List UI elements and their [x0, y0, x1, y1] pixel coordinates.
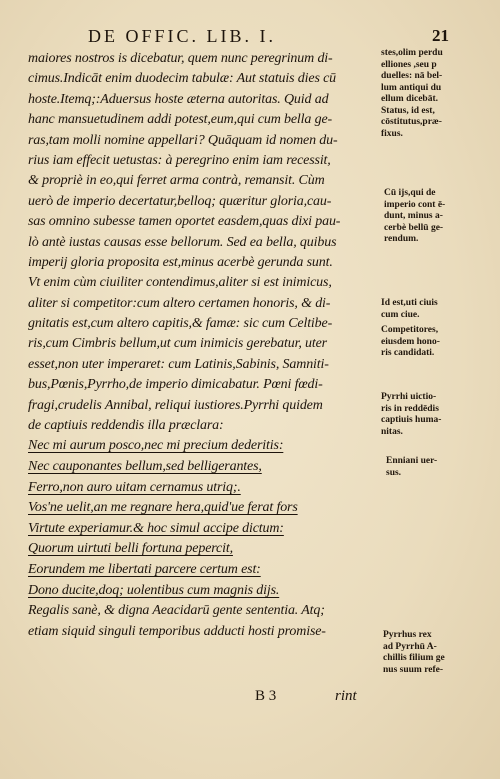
- verse-text: Eorundem me libertati parcere certum est:: [28, 561, 261, 577]
- marginal-note-line: rendum.: [384, 234, 419, 244]
- folio-number: 21: [432, 26, 449, 45]
- text-line: ris,cum Cimbris bellum,ut cum inimicis gerebatur, uter: [28, 336, 327, 352]
- marginal-note-line: imperio cont ē-: [384, 199, 446, 210]
- text-line: maiores nostros is dicebatur, quem nunc peregrinum di-: [28, 51, 333, 66]
- verse-line: [28, 498, 378, 519]
- marginal-note-line: Status, id est,: [381, 105, 435, 116]
- verse-line: [28, 539, 378, 560]
- marginal-note-line: eiusdem hono-: [381, 336, 440, 347]
- marginal-note-line: fixus.: [381, 128, 403, 139]
- text-line: aliter si competitor:cum altero certamen honoris, & di-: [28, 295, 331, 311]
- text-line: imperij gloria proposita est,minus acerbè gerunda sunt.: [28, 254, 333, 270]
- marginal-note-line: cōstitutus,præ-: [381, 117, 442, 127]
- marginal-note-line: nitas.: [381, 426, 403, 437]
- text-line: hanc mansuetudinem addi potest,eum,qui cum bella ge-: [28, 112, 333, 128]
- text-line: Regalis sanè, & digna Aeacidarū gente sententia. Atq;: [28, 603, 325, 619]
- text-line: gnitatis est,cum altero capitis,& famæ: sic cum Celtibe-: [28, 316, 333, 332]
- text-line: bus,Pœnis,Pyrrho,de imperio dimicabatur. Pœni fœdi-: [28, 377, 323, 393]
- marginal-note-line: stes,olim perdu: [381, 48, 443, 58]
- marginal-note-line: Pyrrhus rex: [383, 630, 432, 640]
- marginal-note-line: cum ciue.: [381, 309, 420, 320]
- page-footer: [0, 688, 500, 708]
- text-line: uerò de imperio decertatur,belloq; quæritur gloria,cau-: [28, 193, 332, 209]
- marginal-note-line: Enniani uer-: [386, 456, 438, 466]
- marginal-note-line: dunt, minus a-: [384, 211, 443, 221]
- marginal-note-line: ris in reddēdis: [381, 403, 439, 414]
- marginal-note-line: lum antiqui du: [381, 82, 442, 93]
- text-line: sas omnino subesse tamen oportet easdem,quas dixi pau-: [28, 214, 341, 230]
- verse-line: [28, 560, 378, 581]
- marginal-note: [381, 392, 441, 438]
- signature-mark: B 3: [255, 688, 277, 704]
- marginal-note-line: Id est,uti ciuis: [381, 298, 438, 308]
- marginal-note: [381, 48, 443, 140]
- catchword: rint: [335, 688, 357, 704]
- verse-line: [28, 478, 378, 499]
- marginal-note-line: duelles: nā bel-: [381, 71, 443, 81]
- marginal-note-line: captiuis huma-: [381, 415, 442, 425]
- marginal-note-line: ris candidati.: [381, 348, 435, 358]
- verse-line: [28, 519, 378, 540]
- text-line: fragi,crudelis Annibal, reliqui iustiores.Pyrrhi quidem: [28, 397, 323, 413]
- marginal-note: [381, 325, 440, 360]
- marginal-note-line: Cū ijs,qui de: [384, 188, 436, 198]
- verse-text: Nec mi aurum posco,nec mi precium dederitis:: [28, 438, 284, 454]
- text-line: etiam siquid singuli temporibus adducti hosti promise-: [28, 623, 326, 639]
- marginal-note-line: ad Pyrrhū A-: [383, 641, 437, 652]
- text-line: lò antè iustas causas esse bellorum. Sed ea bella, quibus: [28, 234, 337, 250]
- verse-line: [28, 436, 378, 457]
- marginal-note-line: Competitores,: [381, 325, 439, 335]
- marginal-note-line: cerbè bellū ge-: [384, 222, 444, 233]
- running-head: [0, 26, 500, 48]
- verse-line: [28, 457, 378, 478]
- marginal-note-line: sus.: [386, 467, 402, 478]
- verse-line: [28, 581, 378, 602]
- verse-text: Virtute experiamur.& hoc simul accipe dictum:: [28, 520, 284, 536]
- main-text-block: [28, 49, 378, 642]
- marginal-note: [386, 456, 437, 479]
- marginal-note: [383, 630, 445, 676]
- marginal-note-line: Pyrrhi uictio-: [381, 392, 437, 402]
- text-line: de captiuis reddendis illa præclara:: [28, 418, 224, 434]
- marginal-note: [381, 298, 438, 321]
- verse-text: Quorum uirtuti belli fortuna pepercit,: [28, 541, 233, 557]
- marginal-note-line: ellum dicebāt.: [381, 94, 438, 104]
- verse-text: Ferro,non auro uitam cernamus utriq;.: [28, 479, 241, 495]
- marginal-note-line: chillis filium ge: [383, 653, 445, 663]
- marginal-note-line: elliones ,seu p: [381, 59, 437, 70]
- text-line: & propriè in eo,qui ferret arma contrà, remansit. Cùm: [28, 173, 325, 189]
- verse-text: Nec cauponantes bellum,sed belligerantes,: [28, 459, 262, 475]
- text-line: rius iam effecit uetustas: à peregrino enim iam recessit,: [28, 152, 331, 168]
- text-line: ras,tam molli nomine appellari? Quāquam id nomen du-: [28, 132, 338, 148]
- text-line: cimus.Indicāt enim duodecim tabulæ: Aut statuis dies cū: [28, 71, 337, 87]
- text-line: hoste.Itemq;:Aduersus hoste æterna autoritas. Quid ad: [28, 91, 329, 107]
- text-line: Vt enim cùm ciuiliter contendimus,aliter si est inimicus,: [28, 275, 332, 291]
- marginal-note: [384, 188, 445, 246]
- running-title: DE OFFIC. LIB. I.: [88, 26, 277, 46]
- marginal-note-line: nus suum refe-: [383, 664, 443, 675]
- text-line: esset,non uter imperaret: cum Latinis,Sabinis, Samniti-: [28, 356, 329, 372]
- verse-text: Dono ducite,doq; uolentibus cum magnis dijs.: [28, 582, 280, 598]
- verse-text: Vos'ne uelit,an me regnare hera,quid'ue ferat fors: [28, 500, 298, 516]
